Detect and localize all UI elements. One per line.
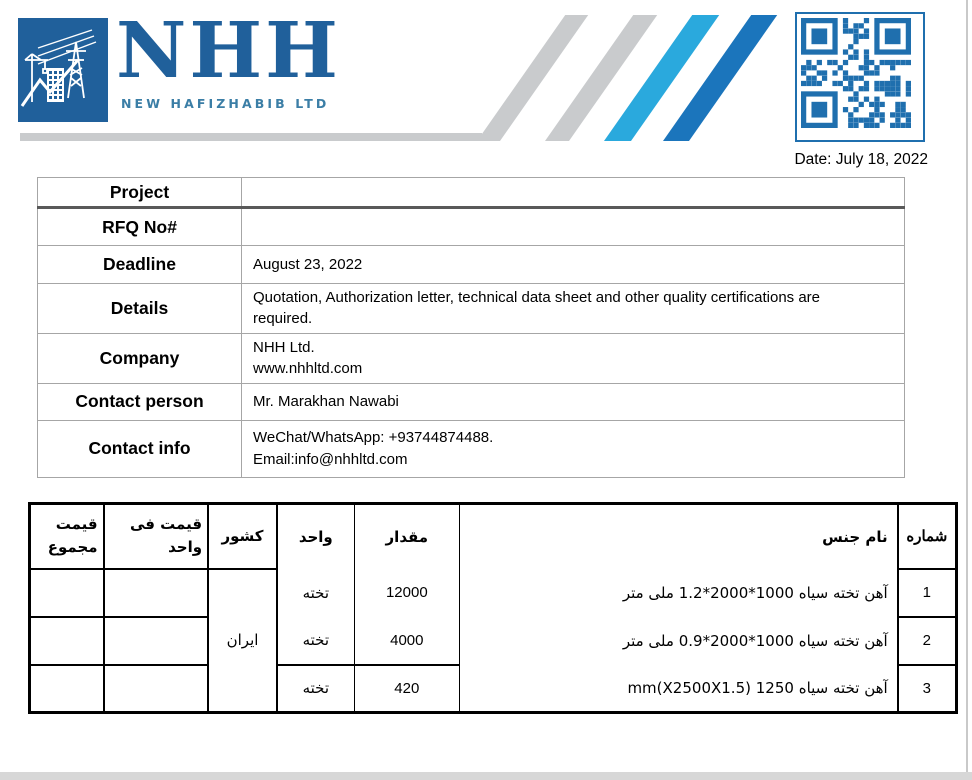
info-table <box>37 177 905 478</box>
contact-info-value <box>242 420 905 477</box>
item-3-unit: تخته <box>277 665 354 713</box>
logo-subtitle: NEW HAFIZHABIB LTD <box>121 96 330 111</box>
rfq-label: RFQ No# <box>38 208 242 246</box>
item-3-number: 3 <box>898 665 957 713</box>
project-value <box>242 178 905 208</box>
item-1-unit: تخته <box>277 569 354 617</box>
item-1-unit-price <box>104 569 208 617</box>
items-table <box>28 502 958 714</box>
item-1-quantity: 12000 <box>354 569 459 617</box>
date-label: Date: July 18, 2022 <box>794 151 928 168</box>
item-2-quantity: 4000 <box>354 617 459 665</box>
header-total-price: قیمت مجموع <box>30 504 104 569</box>
info-row-deadline <box>38 246 905 284</box>
items-header-row <box>30 504 957 569</box>
deadline-value: August 23, 2022 <box>242 246 905 284</box>
details-value-line2: required. <box>253 310 313 328</box>
qr-code-canvas <box>801 18 911 128</box>
details-value-line1: Quotation, Authorization letter, technical data sheet and other quality certifications are <box>253 289 821 306</box>
item-2-total-price <box>30 617 104 665</box>
item-2-unit-price <box>104 617 208 665</box>
company-website: www.nhhltd.com <box>253 360 363 378</box>
company-name: NHH Ltd. <box>253 338 315 356</box>
page-right-edge <box>966 0 968 772</box>
swoosh-bar-icon <box>20 133 482 141</box>
item-3-total-price <box>30 665 104 713</box>
contact-person-label: Contact person <box>38 383 242 420</box>
project-label: Project <box>38 178 242 208</box>
item-row-2 <box>30 617 957 665</box>
country-cell: ایران <box>208 569 277 713</box>
item-row-3 <box>30 665 957 713</box>
header-quantity: مقدار <box>354 504 459 569</box>
header-item-name: نام جنس <box>460 504 898 569</box>
logo-acronym: NHH <box>116 6 341 96</box>
deadline-label: Deadline <box>38 246 242 284</box>
item-2-number: 2 <box>898 617 957 665</box>
company-logo-icon <box>18 18 108 122</box>
info-row-project <box>38 178 905 208</box>
item-2-name: آهن تخته سیاه 1000*2000*0.9 ملی متر <box>460 617 898 665</box>
item-1-total-price <box>30 569 104 617</box>
header-country: کشور <box>208 504 277 569</box>
item-row-1 <box>30 569 957 617</box>
header-unit-price: قیمت فی واحد <box>104 504 208 569</box>
contact-person-value: Mr. Marakhan Nawabi <box>242 383 905 420</box>
header-number: شماره <box>898 504 957 569</box>
header-unit: واحد <box>277 504 354 569</box>
page-bottom-edge <box>0 772 972 780</box>
contact-phone: WeChat/WhatsApp: +93744874488. <box>253 429 494 447</box>
item-2-unit: تخته <box>277 617 354 665</box>
info-row-rfq <box>38 208 905 246</box>
qr-code <box>795 12 925 142</box>
company-value <box>242 333 905 383</box>
contact-email: Email:info@nhhltd.com <box>253 450 408 468</box>
info-row-details <box>38 284 905 334</box>
info-row-contact-info <box>38 420 905 477</box>
company-label: Company <box>38 333 242 383</box>
item-3-name: آهن تخته سیاه 1250 (X2500X1.5)mm <box>460 665 898 713</box>
rfq-value <box>242 208 905 246</box>
details-label: Details <box>38 284 242 334</box>
contact-info-label: Contact info <box>38 420 242 477</box>
item-3-unit-price <box>104 665 208 713</box>
info-row-contact-person <box>38 383 905 420</box>
details-value <box>242 284 905 334</box>
item-1-number: 1 <box>898 569 957 617</box>
info-row-company <box>38 333 905 383</box>
item-1-name: آهن تخته سیاه 1000*2000*1.2 ملی متر <box>460 569 898 617</box>
item-3-quantity: 420 <box>354 665 459 713</box>
